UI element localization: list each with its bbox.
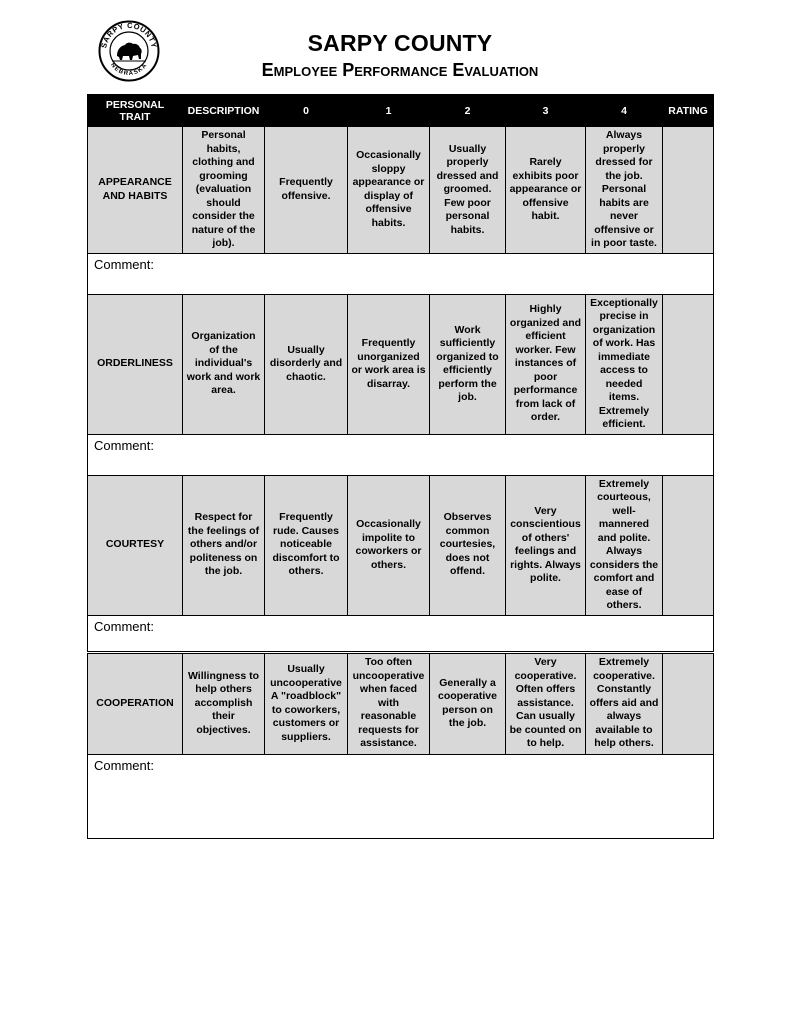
comment-row-appearance bbox=[88, 253, 714, 294]
col-score-1: 1 bbox=[348, 95, 430, 127]
score-4-text: Extremely cooperative. Constantly offers aid and always available to help others. bbox=[586, 653, 663, 754]
trait-name: COURTESY bbox=[88, 475, 183, 615]
comment-label: Comment: bbox=[94, 437, 154, 453]
col-rating: RATING bbox=[663, 95, 714, 127]
trait-description: Respect for the feelings of others and/or politeness on the job. bbox=[183, 475, 265, 615]
comment-label: Comment: bbox=[94, 757, 154, 773]
county-name: SARPY COUNTY bbox=[307, 30, 493, 56]
col-score-0: 0 bbox=[265, 95, 348, 127]
trait-name: APPEARANCE AND HABITS bbox=[88, 127, 183, 254]
performance-evaluation-table bbox=[87, 94, 714, 839]
comment-field[interactable] bbox=[88, 253, 714, 294]
col-score-3: 3 bbox=[506, 95, 586, 127]
trait-row-courtesy bbox=[88, 475, 714, 615]
county-seal-logo bbox=[98, 20, 160, 82]
trait-name: ORDERLINESS bbox=[88, 294, 183, 434]
score-1-text: Occasionally impolite to coworkers or others. bbox=[348, 475, 430, 615]
col-description: DESCRIPTION bbox=[183, 95, 265, 127]
score-3-text: Very cooperative. Often offers assistance. Can usually be counted on to help. bbox=[506, 653, 586, 754]
score-1-text: Frequently unorganized or work area is disarray. bbox=[348, 294, 430, 434]
score-0-text: Frequently offensive. bbox=[265, 127, 348, 254]
comment-field[interactable] bbox=[88, 754, 714, 838]
seal-top-text: SARPY COUNTY bbox=[99, 20, 159, 49]
score-0-text: Usually disorderly and chaotic. bbox=[265, 294, 348, 434]
score-2-text: Generally a cooperative person on the job. bbox=[430, 653, 506, 754]
score-2-text: Work sufficiently organized to efficiently perform the job. bbox=[430, 294, 506, 434]
comment-row-courtesy bbox=[88, 615, 714, 651]
score-2-text: Usually properly dressed and groomed. Few poor personal habits. bbox=[430, 127, 506, 254]
score-0-text: Usually uncooperative A "roadblock" to coworkers, customers or suppliers. bbox=[265, 653, 348, 754]
comment-row-cooperation bbox=[88, 754, 714, 838]
score-3-text: Very conscientious of others' feelings and rights. Always polite. bbox=[506, 475, 586, 615]
score-1-text: Occasionally sloppy appearance or display of offensive habits. bbox=[348, 127, 430, 254]
header-row bbox=[88, 95, 714, 127]
seal-bottom-text: NEBRASKA bbox=[109, 62, 149, 78]
comment-row-orderliness bbox=[88, 434, 714, 475]
trait-row-cooperation bbox=[88, 653, 714, 754]
col-score-2: 2 bbox=[430, 95, 506, 127]
comment-field[interactable] bbox=[88, 615, 714, 651]
comment-label: Comment: bbox=[94, 256, 154, 272]
rating-field[interactable] bbox=[663, 653, 714, 754]
rating-field[interactable] bbox=[663, 294, 714, 434]
trait-description: Personal habits, clothing and grooming (evaluation should consider the nature of the job). bbox=[183, 127, 265, 254]
trait-description: Willingness to help others accomplish their objectives. bbox=[183, 653, 265, 754]
rating-field[interactable] bbox=[663, 475, 714, 615]
score-3-text: Rarely exhibits poor appearance or offensive habit. bbox=[506, 127, 586, 254]
comment-label: Comment: bbox=[94, 618, 154, 634]
score-0-text: Frequently rude. Causes noticeable discomfort to others. bbox=[265, 475, 348, 615]
col-personal-trait: PERSONAL TRAIT bbox=[88, 95, 183, 127]
trait-name: COOPERATION bbox=[88, 653, 183, 754]
rating-field[interactable] bbox=[663, 127, 714, 254]
score-4-text: Always properly dressed for the job. Personal habits are never offensive or in poor taste. bbox=[586, 127, 663, 254]
score-2-text: Observes common courtesies, does not offend. bbox=[430, 475, 506, 615]
score-3-text: Highly organized and efficient worker. Few instances of poor performance from lack of order. bbox=[506, 294, 586, 434]
form-title: Employee Performance Evaluation bbox=[261, 60, 539, 80]
col-score-4: 4 bbox=[586, 95, 663, 127]
comment-field[interactable] bbox=[88, 434, 714, 475]
trait-description: Organization of the individual's work and work area. bbox=[183, 294, 265, 434]
trait-row-appearance bbox=[88, 127, 714, 254]
score-1-text: Too often uncooperative when faced with reasonable requests for assistance. bbox=[348, 653, 430, 754]
score-4-text: Exceptionally precise in organization of work. Has immediate access to needed items. Extremely efficient. bbox=[586, 294, 663, 434]
score-4-text: Extremely courteous, well-mannered and polite. Always considers the comfort and ease of others. bbox=[586, 475, 663, 615]
trait-row-orderliness bbox=[88, 294, 714, 434]
